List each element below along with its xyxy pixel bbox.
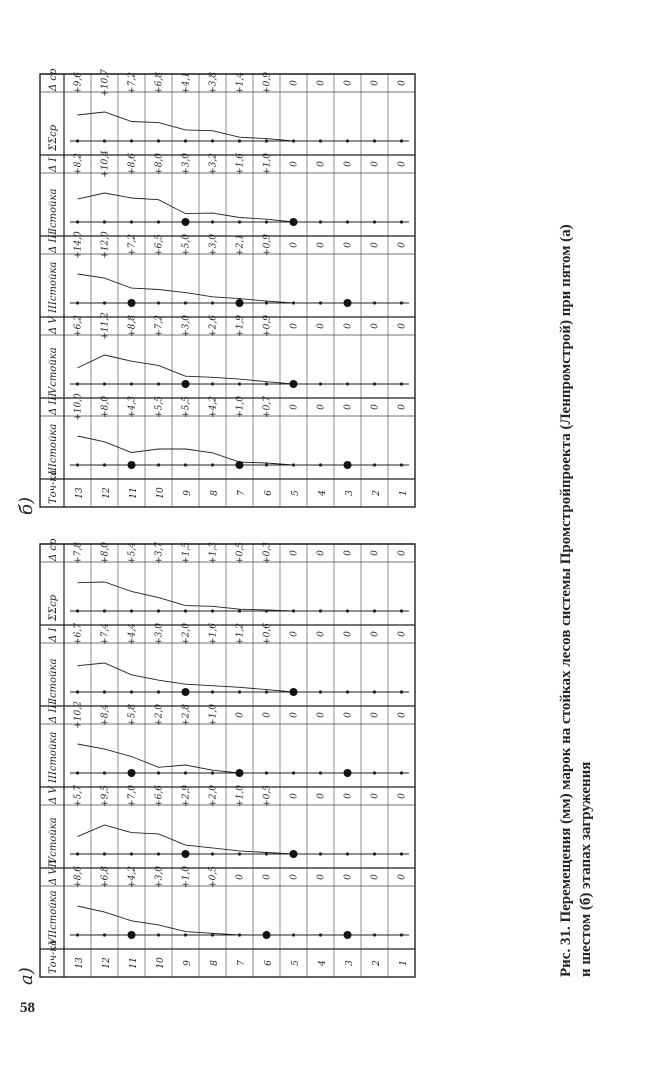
displacement-value: 0 [397, 242, 408, 248]
anchor-marker [182, 688, 190, 696]
displacement-value: +1,9 [235, 315, 246, 337]
mark-point [184, 609, 187, 612]
displacement-value: +8,4 [100, 704, 111, 726]
mark-point [265, 220, 268, 223]
displacement-value: +14,0 [73, 231, 84, 259]
panel-label: б) [16, 496, 37, 515]
displacement-value: +4,3 [127, 396, 138, 418]
point-number: 9 [183, 490, 193, 496]
point-number: 13 [75, 487, 85, 499]
displacement-value: 0 [370, 323, 381, 329]
mark-point [130, 690, 133, 693]
point-number: 1 [399, 960, 409, 966]
point-number: 6 [264, 960, 274, 966]
mark-point [238, 690, 241, 693]
displacement-curve [78, 355, 402, 384]
displacement-value: +1,2 [235, 623, 246, 645]
displacement-value: 0 [370, 712, 381, 718]
displacement-value: +2,6 [208, 315, 219, 337]
displacement-value: 0 [316, 550, 327, 556]
group-header: Iстойка [48, 188, 59, 232]
displacement-value: +4,2 [208, 396, 219, 418]
anchor-marker [344, 461, 352, 469]
displacement-value: 0 [370, 550, 381, 556]
displacement-value: +0,5 [262, 785, 273, 807]
displacement-value: +5,5 [181, 396, 192, 418]
anchor-marker [128, 931, 136, 939]
point-number: 4 [318, 960, 328, 966]
mark-point [184, 301, 187, 304]
displacement-value: 0 [370, 793, 381, 799]
anchor-marker [290, 218, 298, 226]
displacement-value: 0 [235, 712, 246, 718]
group-header: Vстойка [48, 347, 59, 394]
displacement-value: 0 [262, 874, 273, 880]
displacement-value: +10,0 [73, 393, 84, 421]
mark-point [76, 463, 79, 466]
displacement-value: +6,8 [154, 72, 165, 94]
displacement-value: +9,5 [100, 785, 111, 807]
mark-point [265, 382, 268, 385]
mark-point [265, 301, 268, 304]
point-number: 5 [291, 490, 301, 496]
mark-point [184, 463, 187, 466]
displacement-value: +3,0 [181, 315, 192, 337]
displacement-value: 0 [397, 793, 408, 799]
displacement-value: +3,0 [154, 623, 165, 645]
displacement-value: +0,3 [262, 542, 273, 564]
mark-point [211, 301, 214, 304]
delta-header: Δ I [48, 627, 59, 642]
mark-point [157, 220, 160, 223]
displacement-value: +5,4 [127, 542, 138, 564]
displacement-value: +7,2 [127, 72, 138, 94]
mark-point [265, 463, 268, 466]
displacement-value: +0,6 [262, 623, 273, 645]
anchor-marker [236, 461, 244, 469]
anchor-marker [344, 931, 352, 939]
displacement-curve [78, 274, 402, 303]
group-header: IIIстойка [48, 261, 59, 313]
mark-point [76, 382, 79, 385]
mark-point [238, 852, 241, 855]
displacement-value: +8,0 [100, 396, 111, 418]
displacement-value: 0 [397, 80, 408, 86]
displacement-value: +7,0 [127, 785, 138, 807]
displacement-value: +7,4 [100, 623, 111, 645]
mark-point [157, 852, 160, 855]
displacement-value: 0 [397, 323, 408, 329]
table-border [40, 74, 415, 507]
displacement-value: +5,7 [73, 785, 84, 807]
displacement-value: +2,8 [181, 704, 192, 726]
displacement-value: +0,5 [208, 866, 219, 888]
anchor-marker [236, 769, 244, 777]
mark-point [103, 301, 106, 304]
displacement-value: 0 [289, 550, 300, 556]
displacement-value: +1,6 [208, 623, 219, 645]
mark-point [265, 690, 268, 693]
mark-point [157, 382, 160, 385]
displacement-value: 0 [397, 712, 408, 718]
mark-point [103, 852, 106, 855]
displacement-value: 0 [316, 323, 327, 329]
displacement-value: +2,0 [154, 704, 165, 726]
point-number: 2 [372, 960, 382, 966]
mark-point [238, 382, 241, 385]
mark-point [103, 139, 106, 142]
anchor-marker [290, 688, 298, 696]
mark-point [76, 933, 79, 936]
anchor-marker [263, 931, 271, 939]
mark-point [211, 463, 214, 466]
displacement-value: 0 [343, 712, 354, 718]
displacement-value: 0 [343, 404, 354, 410]
displacement-value: 0 [316, 80, 327, 86]
anchor-marker [128, 461, 136, 469]
displacement-value: +1,3 [208, 542, 219, 564]
displacement-value: 0 [316, 793, 327, 799]
displacement-value: +8,0 [100, 542, 111, 564]
displacement-value: +6,7 [73, 623, 84, 645]
mark-point [211, 933, 214, 936]
point-column-header: Точ-ка [48, 469, 59, 504]
displacement-value: +0,9 [262, 234, 273, 256]
mark-point [130, 139, 133, 142]
mark-point [103, 220, 106, 223]
mark-point [211, 609, 214, 612]
displacement-value: 0 [343, 80, 354, 86]
point-number: 11 [129, 487, 139, 499]
displacement-value: +9,6 [73, 72, 84, 94]
mark-point [184, 771, 187, 774]
displacement-value: +1,6 [235, 153, 246, 175]
displacement-value: 0 [343, 874, 354, 880]
displacement-value: +1,4 [235, 72, 246, 94]
mark-point [76, 301, 79, 304]
anchor-marker [290, 380, 298, 388]
displacement-value: 0 [289, 793, 300, 799]
delta-header: Δ III [48, 700, 59, 723]
displacement-value: +0,9 [262, 72, 273, 94]
displacement-value: +6,8 [100, 866, 111, 888]
displacement-value: 0 [316, 874, 327, 880]
displacement-value: +8,2 [73, 153, 84, 175]
displacement-value: 0 [316, 631, 327, 637]
mark-point [76, 220, 79, 223]
anchor-marker [182, 380, 190, 388]
displacement-value: 0 [343, 161, 354, 167]
mark-point [103, 609, 106, 612]
displacement-value: +7,2 [127, 234, 138, 256]
point-number: 1 [399, 490, 409, 496]
displacement-value: +1,0 [262, 153, 273, 175]
anchor-marker [344, 769, 352, 777]
mark-point [103, 933, 106, 936]
displacement-curve [78, 582, 402, 611]
figure-caption-line2: и шестом (б) этапах загружения [578, 761, 594, 977]
displacement-curve [78, 906, 402, 935]
displacement-value: 0 [289, 712, 300, 718]
mark-point [76, 609, 79, 612]
anchor-marker [182, 218, 190, 226]
mark-point [211, 382, 214, 385]
displacement-value: 0 [370, 404, 381, 410]
displacement-value: +3,0 [208, 234, 219, 256]
point-number: 3 [345, 490, 355, 496]
displacement-value: +2,0 [208, 785, 219, 807]
displacement-value: 0 [316, 404, 327, 410]
displacement-value: 0 [289, 242, 300, 248]
displacement-value: +1,5 [181, 542, 192, 564]
displacement-value: 0 [370, 874, 381, 880]
point-number: 5 [291, 960, 301, 966]
displacement-value: +3,0 [154, 866, 165, 888]
mark-point [184, 139, 187, 142]
displacement-curve [78, 663, 402, 692]
mark-point [76, 139, 79, 142]
mark-point [76, 852, 79, 855]
displacement-value: +5,5 [154, 396, 165, 418]
displacement-value: +2,1 [235, 234, 246, 256]
displacement-value: +1,0 [208, 704, 219, 726]
displacement-value: 0 [343, 550, 354, 556]
displacement-value: 0 [397, 550, 408, 556]
mark-point [130, 852, 133, 855]
displacement-value: 0 [343, 323, 354, 329]
displacement-value: +5,0 [181, 234, 192, 256]
displacement-value: 0 [289, 161, 300, 167]
displacement-value: +0,9 [262, 315, 273, 337]
mark-point [238, 609, 241, 612]
point-number: 12 [102, 487, 112, 499]
point-number: 13 [75, 957, 85, 969]
mark-point [130, 382, 133, 385]
mark-point [103, 463, 106, 466]
point-number: 4 [318, 490, 328, 496]
displacement-value: 0 [370, 161, 381, 167]
point-number: 10 [156, 957, 166, 969]
displacement-value: +7,2 [154, 315, 165, 337]
displacement-curve [78, 825, 402, 854]
mark-point [157, 139, 160, 142]
mark-point [76, 771, 79, 774]
delta-header: Δ I [48, 157, 59, 172]
displacement-value: 0 [370, 631, 381, 637]
displacement-value: +8,0 [154, 153, 165, 175]
mark-point [238, 220, 241, 223]
mark-point [184, 933, 187, 936]
displacement-value: 0 [370, 242, 381, 248]
anchor-marker [236, 299, 244, 307]
displacement-value: +0,5 [235, 542, 246, 564]
displacement-value: +1,0 [235, 785, 246, 807]
displacement-value: 0 [262, 712, 273, 718]
displacement-value: +3,0 [181, 153, 192, 175]
displacement-value: +6,2 [73, 315, 84, 337]
displacement-value: 0 [397, 631, 408, 637]
displacement-value: 0 [316, 161, 327, 167]
displacement-value: +8,6 [127, 153, 138, 175]
delta-header: Δ ср [48, 538, 59, 561]
displacement-value: +11,2 [100, 312, 111, 340]
mark-point [157, 690, 160, 693]
anchor-marker [128, 769, 136, 777]
displacement-value: +7,8 [73, 542, 84, 564]
displacement-value: 0 [343, 242, 354, 248]
displacement-value: 0 [343, 631, 354, 637]
displacement-value: +8,6 [73, 866, 84, 888]
displacement-value: 0 [370, 80, 381, 86]
displacement-value: +10,4 [100, 150, 111, 178]
anchor-marker [182, 850, 190, 858]
displacement-value: 0 [289, 404, 300, 410]
mark-point [238, 139, 241, 142]
group-header: ΣΣср [48, 594, 59, 621]
mark-point [76, 690, 79, 693]
point-number: 3 [345, 960, 355, 966]
figure-caption-line1: Рис. 31. Перемещения (мм) марок на стойках лесов системы Промстройпроекта (Ленпромстрой) при пятом (а) [558, 224, 574, 977]
displacement-value: +4,1 [181, 72, 192, 94]
panel-label: а) [16, 967, 37, 985]
displacement-value: +2,9 [181, 785, 192, 807]
displacement-value: 0 [397, 161, 408, 167]
delta-header: Δ V [48, 316, 59, 334]
displacement-curve [78, 112, 402, 141]
displacement-value: +4,2 [127, 866, 138, 888]
displacement-value: 0 [343, 793, 354, 799]
displacement-value: 0 [289, 874, 300, 880]
table-border [40, 544, 415, 977]
point-column-header: Точ-ка [48, 939, 59, 974]
group-header: IIIстойка [48, 731, 59, 783]
mark-point [211, 139, 214, 142]
mark-point [211, 852, 214, 855]
delta-header: Δ III [48, 230, 59, 253]
delta-header: Δ III [48, 392, 59, 415]
mark-point [157, 609, 160, 612]
displacement-value: +12,0 [100, 231, 111, 259]
displacement-value: +1,0 [235, 396, 246, 418]
displacement-value: +3,8 [208, 72, 219, 94]
displacement-value: +0,7 [262, 396, 273, 418]
mark-point [157, 933, 160, 936]
mark-point [103, 382, 106, 385]
point-number: 8 [210, 960, 220, 966]
displacement-curve [78, 436, 402, 465]
displacement-value: 0 [235, 874, 246, 880]
displacement-value: 0 [397, 874, 408, 880]
displacement-value: 0 [289, 631, 300, 637]
point-number: 8 [210, 490, 220, 496]
displacement-value: +4,4 [127, 623, 138, 645]
displacement-value: +1,0 [181, 866, 192, 888]
anchor-marker [128, 299, 136, 307]
displacement-curve [78, 744, 402, 773]
displacement-value: 0 [316, 712, 327, 718]
point-number: 11 [129, 957, 139, 969]
panel-b-table [16, 0, 415, 515]
group-header: Iстойка [48, 658, 59, 702]
anchor-marker [344, 299, 352, 307]
displacement-value: +3,2 [208, 153, 219, 175]
mark-point [157, 771, 160, 774]
displacement-value: +6,5 [154, 234, 165, 256]
displacement-value: +5,8 [127, 704, 138, 726]
mark-point [265, 139, 268, 142]
mark-point [157, 301, 160, 304]
page-number: 58 [20, 1000, 35, 1016]
mark-point [211, 220, 214, 223]
group-header: Vстойка [48, 817, 59, 864]
point-number: 9 [183, 960, 193, 966]
mark-point [130, 609, 133, 612]
delta-header: Δ ср [48, 68, 59, 91]
anchor-marker [290, 850, 298, 858]
group-header: VIIстойка [48, 890, 59, 945]
mark-point [130, 220, 133, 223]
point-number: 7 [237, 960, 247, 966]
displacement-value: +3,7 [154, 542, 165, 564]
point-number: 12 [102, 957, 112, 969]
mark-point [211, 690, 214, 693]
displacement-value: 0 [316, 242, 327, 248]
mark-point [157, 463, 160, 466]
mark-point [103, 771, 106, 774]
displacement-value: 0 [289, 80, 300, 86]
point-number: 7 [237, 490, 247, 496]
displacement-value: +10,7 [100, 69, 111, 97]
displacement-value: +2,0 [181, 623, 192, 645]
delta-header: Δ VII [48, 859, 59, 885]
displacement-value: +8,8 [127, 315, 138, 337]
displacement-value: 0 [397, 404, 408, 410]
displacement-value: 0 [289, 323, 300, 329]
displacement-curve [78, 193, 402, 222]
group-header: IIIстойка [48, 423, 59, 475]
displacement-value: +6,6 [154, 785, 165, 807]
displacement-value: +10,2 [73, 701, 84, 729]
group-header: ΣΣср [48, 124, 59, 151]
mark-point [103, 690, 106, 693]
mark-point [211, 771, 214, 774]
point-number: 10 [156, 487, 166, 499]
point-number: 2 [372, 490, 382, 496]
point-number: 6 [264, 490, 274, 496]
delta-header: Δ V [48, 786, 59, 804]
